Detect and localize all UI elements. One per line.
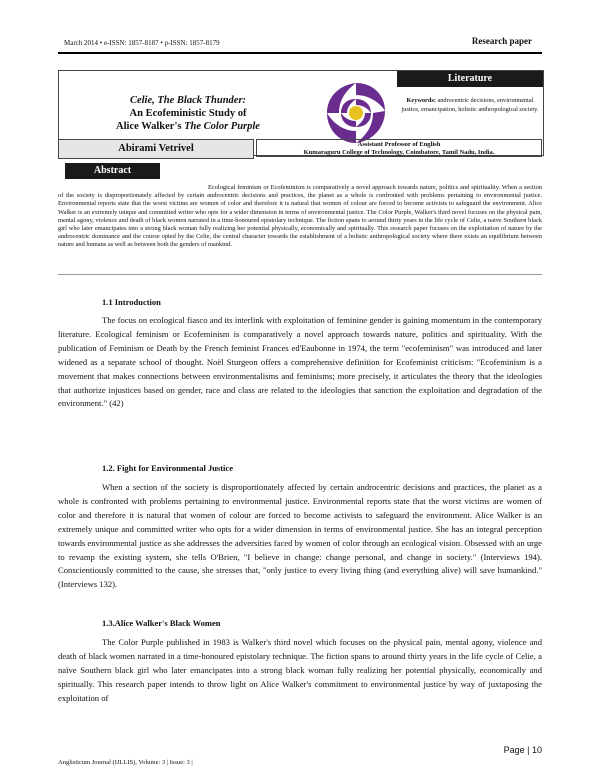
section-heading: 1.3.Alice Walker's Black Women [102,618,221,628]
affiliation-line-1: Assistant Professor of English [357,141,441,148]
keywords-text: androcentric decisions, environmental justice, emancipation, holistic anthropological society. [401,97,539,113]
affiliation-line-2: Kumaraguru College of Technology, Coimbatore, Tamil Nadu, India. [303,149,495,156]
title-line-3 [116,120,260,133]
title-line-3-text: Alice Walker's [116,120,182,132]
section-paragraph: The Color Purple published in 1983 is Walker's third novel which focuses on the physical pain, mental agony, violence and death of black women narrated in a time-honoured epistolary technique. The fiction spans to around thirty years in the life cycle of Celie, a naïve Southern black girl who later emancipates into a strong black woman fully realizing her potential physically, economically and spiritually. This research paper intends to throw light on Alice Walker's commitment to environmental justice by way of juxtaposing the exploitation of [58,637,542,703]
abstract-label: Abstract [65,163,160,179]
author-name: Abirami Vetrivel [58,139,254,159]
page-number: Page | 10 [503,745,542,755]
section-heading: 1.2. Fight for Environmental Justice [102,463,233,473]
category-bar: Literature [397,71,543,87]
issue-info: March 2014 • e-ISSN: 1857-8187 • p-ISSN: 1857-8179 [64,39,220,47]
abstract-text: Ecological feminism or Ecofeminism is comparatively a novel approach towards nature, politics and spirituality. When a section of the society is disproportionately affected by certain androcentric decisions and practices, the planet as a whole is confronted with problems pertaining to environmental justice. Environmental reports state that the worst victims are women of color and therefore it is natural that women of colour are forced to become activists to safeguard the environment. Alice Walker is an extremely unique and committed writer who opts for a wider dimension in terms of environmental justice. The Color Purple, Walker's third novel focuses on the physical pain, mental agony, violence and death of black women narrated in a time-honoured epistolary technique. The fiction spans to around thirty years in the life cycle of Celie, a naive Southern black girl who later emancipates into a strong black woman fully realizing her potential physically, economically and spiritually. This research paper focuses on the exploitation of nature by the androcentric dominance and the course opted by the Celie, the central character towards the establishment of a holistic anthropological society where there exists an equilibrium between nature and humans as well as between both the genders of mankind. [58,184,542,275]
keywords [401,97,539,114]
paper-type: Research paper [471,36,532,46]
author-row [58,139,542,157]
keywords-label: Keywords: [406,97,436,104]
title-line-1: Celie, The Black Thunder: [129,94,247,106]
title-line-2: An Ecofeministic Study of [129,107,247,119]
section-paragraph: When a section of the society is disproportionately affected by certain androcentric decisions and practices, the planet as a whole is confronted with problems pertaining to environmental justice. Environmental reports state that the worst victims are women of color and therefore it is natural that women of colour are forced to become activists to safeguard the environment. Alice Walker is an extremely unique and committed writer who opts for a wider dimension in terms of environmental justice. She has an integral perception towards environmental justice as she addresses the adversities faced by women of color through an ecological vision. Obsessed with an urge to revamp the existing system, she tells O'Brien, "I believe in change: change personal, and change in society." (Interviews 194). Conscientiously committed to the cause, she stresses that, "only justice to every living thing (and everything alive) will save humankind." (Interviews 132). [58,482,542,590]
author-affiliation [256,139,542,157]
journal-header [58,36,542,54]
title-line-3-italic: The Color Purple [184,120,260,132]
journal-footer: Anglisticum Journal (IJLLIS), Volume: 3 | Issue: 3 | [58,759,193,766]
section-heading: 1.1 Introduction [102,297,161,307]
section-paragraph: The focus on ecological fiasco and its interlink with exploitation of feminine gender is gaining momentum in the contemporary literature. Ecological feminism or Ecofeminism is comparatively a novel approach towards nature, politics and spirituality. With the publication of Feminism or Death by the French feminist Frances ed'Eaubonne in 1974, the term "ecofeminism" was introduced and later widened as a separate school of thought. Noël Sturgeon offers a comprehensive definition for Ecofeminist criticism: "Ecofeminism is a movement that makes connections between environmentalisms and feminisms; more precisely, it articulates the theory that the ideologies that authorize injustices based on gender, race and class are related to the ideologies that sanction the exploitation and degradation of the environment." (42) [58,315,542,409]
